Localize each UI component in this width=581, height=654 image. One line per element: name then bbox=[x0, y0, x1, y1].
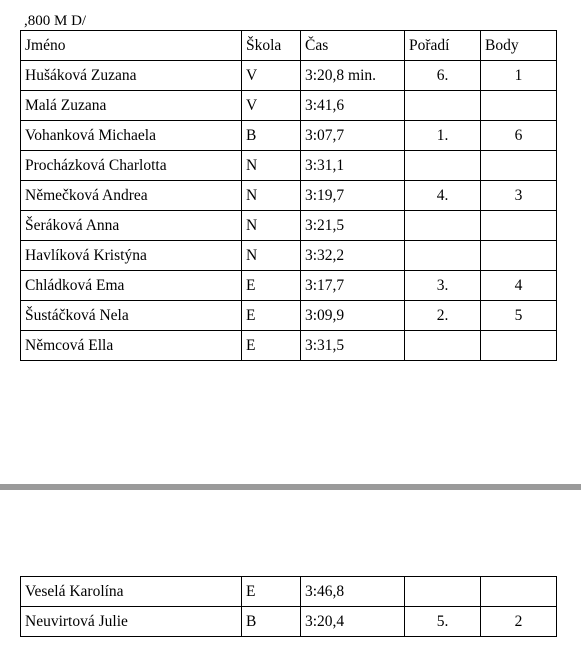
name-cell: Veselá Karolína bbox=[21, 577, 242, 607]
name-cell: Malá Zuzana bbox=[21, 91, 242, 121]
points-cell bbox=[481, 577, 557, 607]
points-cell: 3 bbox=[481, 181, 557, 211]
points-cell bbox=[481, 91, 557, 121]
table-row bbox=[21, 331, 557, 361]
school-cell: N bbox=[242, 241, 301, 271]
points-cell: 4 bbox=[481, 271, 557, 301]
school-cell: E bbox=[242, 271, 301, 301]
rank-cell bbox=[405, 151, 481, 181]
name-cell: Neuvirtová Julie bbox=[21, 607, 242, 637]
page-divider bbox=[0, 484, 581, 490]
school-cell: B bbox=[242, 607, 301, 637]
table-row bbox=[21, 577, 557, 607]
table-row bbox=[21, 91, 557, 121]
name-cell: Šustáčková Nela bbox=[21, 301, 242, 331]
time-cell: 3:17,7 bbox=[301, 271, 405, 301]
name-cell: Chládková Ema bbox=[21, 271, 242, 301]
table-row bbox=[21, 61, 557, 91]
rank-cell: 6. bbox=[405, 61, 481, 91]
rank-cell: 3. bbox=[405, 271, 481, 301]
time-cell: 3:41,6 bbox=[301, 91, 405, 121]
time-cell: 3:07,7 bbox=[301, 121, 405, 151]
points-cell bbox=[481, 151, 557, 181]
points-cell: 1 bbox=[481, 61, 557, 91]
table-row bbox=[21, 607, 557, 637]
rank-cell: 1. bbox=[405, 121, 481, 151]
school-cell: N bbox=[242, 151, 301, 181]
name-cell: Němcová Ella bbox=[21, 331, 242, 361]
table-row bbox=[21, 181, 557, 211]
points-cell bbox=[481, 211, 557, 241]
name-cell: Šeráková Anna bbox=[21, 211, 242, 241]
school-cell: N bbox=[242, 211, 301, 241]
table-row bbox=[21, 301, 557, 331]
school-cell: N bbox=[242, 181, 301, 211]
table-row bbox=[21, 121, 557, 151]
name-cell: Procházková Charlotta bbox=[21, 151, 242, 181]
school-cell: V bbox=[242, 91, 301, 121]
name-cell: Němečková Andrea bbox=[21, 181, 242, 211]
column-header-name: Jméno bbox=[21, 31, 242, 61]
time-cell: 3:32,2 bbox=[301, 241, 405, 271]
rank-cell bbox=[405, 577, 481, 607]
table-heading: ,800 M D/ bbox=[24, 13, 87, 29]
table-row bbox=[21, 271, 557, 301]
rank-cell bbox=[405, 331, 481, 361]
time-cell: 3:09,9 bbox=[301, 301, 405, 331]
table-row bbox=[21, 211, 557, 241]
points-cell: 5 bbox=[481, 301, 557, 331]
rank-cell: 4. bbox=[405, 181, 481, 211]
school-cell: E bbox=[242, 577, 301, 607]
rank-cell bbox=[405, 91, 481, 121]
time-cell: 3:31,1 bbox=[301, 151, 405, 181]
rank-cell bbox=[405, 241, 481, 271]
table-row bbox=[21, 241, 557, 271]
name-cell: Vohanková Michaela bbox=[21, 121, 242, 151]
time-cell: 3:19,7 bbox=[301, 181, 405, 211]
school-cell: B bbox=[242, 121, 301, 151]
column-header-time: Čas bbox=[301, 31, 405, 61]
column-header-rank: Pořadí bbox=[405, 31, 481, 61]
rank-cell: 2. bbox=[405, 301, 481, 331]
rank-cell: 5. bbox=[405, 607, 481, 637]
column-header-points: Body bbox=[481, 31, 557, 61]
time-cell: 3:20,4 bbox=[301, 607, 405, 637]
column-header-school: Škola bbox=[242, 31, 301, 61]
school-cell: E bbox=[242, 301, 301, 331]
points-cell bbox=[481, 241, 557, 271]
name-cell: Hušáková Zuzana bbox=[21, 61, 242, 91]
table-row bbox=[21, 151, 557, 181]
name-cell: Havlíková Kristýna bbox=[21, 241, 242, 271]
school-cell: V bbox=[242, 61, 301, 91]
points-cell: 2 bbox=[481, 607, 557, 637]
time-cell: 3:21,5 bbox=[301, 211, 405, 241]
results-table-top bbox=[20, 30, 557, 361]
time-cell: 3:31,5 bbox=[301, 331, 405, 361]
results-table-bottom bbox=[20, 576, 557, 637]
time-cell: 3:46,8 bbox=[301, 577, 405, 607]
points-cell bbox=[481, 331, 557, 361]
time-cell: 3:20,8 min. bbox=[301, 61, 405, 91]
header-row bbox=[21, 31, 557, 61]
rank-cell bbox=[405, 211, 481, 241]
points-cell: 6 bbox=[481, 121, 557, 151]
school-cell: E bbox=[242, 331, 301, 361]
